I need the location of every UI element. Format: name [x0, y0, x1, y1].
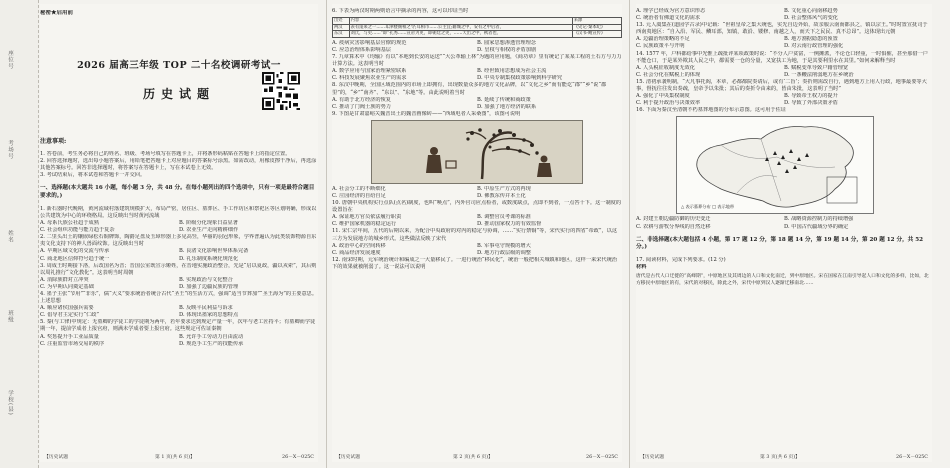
margin-label: 姓名: [7, 230, 13, 243]
option: A. 奖惩提升手工业品质量: [40, 333, 99, 340]
china-distribution-map: [676, 116, 874, 214]
option: A. 人头税征收制度无效化: [636, 64, 695, 71]
material-label: 材料: [636, 264, 647, 271]
option: D. 社会整体风气的变化: [784, 15, 838, 22]
footer-subject: 【历史试题: [336, 455, 360, 460]
option: C. 社会组织功能与能力趋于复杂: [40, 227, 115, 234]
table-cell: 内容: [349, 18, 572, 25]
option: D. 规范手工生产的技能传承: [179, 340, 244, 347]
footer-code: 26－X－025C: [896, 455, 928, 460]
option: C. 科技发展聚焦农业生产的需求: [332, 75, 407, 82]
option: C. 倡导君主定实行“仁政”: [40, 312, 100, 319]
table-cell: 出处: [333, 18, 350, 25]
question-stem: 7. 九章算术中《均输》有以“本地到长安的运送”“大公革输上林”为题的应用题，《商功章》里有统记了某某工程的土石方与力力计算方法。这表明当时: [332, 54, 622, 68]
question-stem: 2. 二里头出土的镶嵌绿松石铜牌饰，陶爵足盘及玉璋形器上多见高竖，华丽的羽冠形象，学界普遍认为此类装饰物源自东夷文化支持下的神人兽面纹饰。这反映出当时: [40, 234, 317, 248]
option: D. 皇权与相权的矛盾加剧: [477, 46, 537, 53]
option: B. 实现政治与文化整合: [179, 276, 233, 283]
page-footer: [636, 453, 932, 460]
source-table: [332, 17, 622, 38]
question-stem: 11. 宋仁宗年间，五代的后期以来，为配合中央政府的对内的稳定与协调，……“实行禁铜”等，宋代实行的四省“帝政”，以这三方为发展地方的城乡形式。这些做法反映了宋代: [332, 228, 618, 242]
option: C. 维护国家机器的稳定运行: [332, 221, 397, 228]
table-cell: 来源: [572, 18, 621, 25]
option: D. 体现出墨家的思想特点: [179, 312, 239, 319]
option: D. 礼乐制度系统化规范化: [179, 255, 239, 262]
qr-code: [262, 72, 300, 110]
option: B. 经世致用思想成为社会主流: [477, 68, 547, 75]
option: B. 文化重心向南移趋势: [784, 8, 838, 14]
question-stem: 12. 南宋时期，元军统治统计和编成之一大量移民了。一进行统治“移民化”，统治一般把相关城镇和地区，这样一来宋代统治下的效果就被削弱了。这一说法可以说明: [332, 256, 617, 270]
option: D. 地方行政层级的调整: [477, 249, 531, 256]
question-stem: 10. 唐朝中央机构实行点队(点名)制度，也叫“唤点”，内外官司应点检者，或数度缺点，点即不到者，一点答十下。这一制度的设置旨在: [332, 200, 622, 214]
option: A. 边疆治理策略的不足: [636, 36, 690, 43]
section-2-heading: 二、非选择题(本大题包括 4 小题，第 17 题 12 分，第 18 题 14 分，第 19 题 14 分，第 20 题 12 分，共 52 分。): [636, 236, 924, 250]
page-divider: [326, 0, 327, 468]
option: A. 早期区域文化的交流与传承: [40, 248, 110, 255]
option: C. 统治者有佛道文化的需求: [636, 15, 701, 22]
option: C. 商北地区信仰符号趋于统一: [40, 255, 110, 262]
question-stem: 9. 下图是甘肃嘉峪关魏晋出土的魏晋画像砖——“西域电者人采桑图”，该图可说明: [332, 110, 521, 117]
footer-subject: 【历史试题: [44, 455, 68, 460]
option: A. 政治中心的空间转移: [332, 242, 386, 249]
option: A. 保证地方官员依法履行职责: [332, 214, 402, 221]
margin-label: 座位号: [7, 50, 13, 70]
option: B. 调整官员考课的标准: [477, 214, 531, 221]
margin-label: 学校(县): [7, 390, 13, 416]
option: A. 顺应诸侯国强兵需要: [40, 305, 94, 312]
option: D. 加强了边疆民族的管理: [179, 283, 239, 290]
note-item: 1. 答卷前，考生务必将自己的姓名、班级、考场号填写在答题卡上，并将条形码粘贴在答题卡上的指定位置。: [40, 151, 291, 158]
option: D. 中国古代疆域分界的确定: [784, 223, 849, 230]
option: D. 佛教东传并本土化: [477, 193, 526, 199]
option: D. 农业生产走向精耕细作: [179, 227, 239, 234]
footer-page-number: 第 2 页(共 6 页)】: [453, 455, 493, 460]
table-cell: 两汉: [333, 24, 350, 31]
option: B. 反映平民利益与诉求: [179, 305, 233, 312]
option: A. 社会分工的不断细化: [332, 185, 386, 192]
footer-code: 26－X－025C: [586, 455, 618, 460]
option: A. 封建王朝边疆防御的历史变迁: [636, 216, 711, 223]
question-stem: 14. 1577 年，户科都给事中光惟上疏批评某项政策时说：“不分人户贫富，一例摊派，不论仓口轻重，一时俱催，甚至那借一户不能仓口，于是某外欺其人民之中，都需要一仓的分量，又宽扶工为地，于是其要利里水在其里。”如何来解释当时: [636, 50, 928, 64]
option: B. 中原生产方式的再现: [477, 185, 531, 192]
option: A. 数学应用与国家治理紧密联系: [332, 68, 407, 75]
page-divider: [629, 0, 630, 468]
map-legend: △ 表示墓葬分布 □ 表示地带: [681, 204, 735, 210]
binding-margin: [0, 0, 39, 468]
question-stem: 3. 周成王时期接下洛，后改国名为晋；晋国公室既宣示姬姓，在晋地实施政治整合，先是“启以夏政，疆以戎索”，其后则以周礼推行“文化教化”。这表明当时周朝: [40, 262, 317, 276]
option: D. 推动国家权力的有效监督: [477, 221, 542, 228]
option: C. 商品经济发展速度: [332, 249, 381, 256]
exam-title: 2026 届高三年级 TOP 二十名校调研考试一: [77, 60, 281, 72]
option: B. 地方割据隐患的预置: [784, 36, 838, 43]
option: C. 注重监管市场交易的秩序: [40, 340, 105, 347]
option: C. 民族政策平与开明: [636, 43, 685, 50]
question-stem: 15. 清初承袭明制，“大凡事托阁，本章，必都都院奏请后，或有‘二旨’；奏折则需改自行，遇到地方上用人行政，地事最要等大事，督抚往往发出奏疏，皇帝予以朱批；其后的奏折令由来的，皆由朱批，这表明了当时”: [636, 78, 927, 93]
option: C. 社会分化在赋税上的体现: [636, 71, 701, 78]
subject-title: 历史试题: [142, 87, 215, 102]
option: C. 庄园经济的自给自足: [332, 193, 386, 199]
option: B. 赋税变革导致户籍管理宽: [784, 64, 849, 71]
option: C. 应急治理体系影响基层: [332, 46, 391, 53]
option: C. 农耕与游牧分界线的自然迁移: [636, 223, 711, 230]
question-stem: 17. 阅读材料，完成下列要求。(12 分): [636, 257, 726, 263]
question-4: [40, 291, 318, 319]
option: A. 母系氏族公社趋于成熟: [40, 220, 99, 227]
table-cell: 刘氏，与吏……“即”孔秀……宣帝为吏，即朝廷之吏，……天出之中，秋者也、: [349, 31, 572, 38]
question-stem: 16. 下面为秦汉至清朝不朽墓葬地图的分布示意图。这可用于佐证: [636, 107, 786, 114]
footer-subject: 【历史试题: [640, 455, 664, 460]
option: D. 加强了地方经济的联系: [477, 103, 537, 110]
option: C. 为早期认同奠定基础: [40, 283, 94, 290]
table-cell: 《汉书·鲍宣传》: [572, 31, 621, 38]
section-1-heading: 一、选择题(本大题共 16 小题，每小题 3 分，共 48 分。在每小题列出的四个选项中，只有一项是最符合题目要求的。): [40, 185, 315, 199]
table-cell: 表有蓬莱之一……耳津楼阁相之令;耳相市……公主宜;籍城之中，安有之中后者，: [349, 24, 572, 31]
option: D. 导致了外部决策矛盾: [784, 100, 838, 107]
question-stem: 1. 新石器时代晚期，黄河流域村落建筑规模扩大，布局严密，居住区、墓葬区、手工作坊区和祭祀区等区划明确，形成以公共建筑为中心的环绕格局。这反映出当时黄河流域: [40, 205, 317, 219]
question-stem: 13. 元人虞集在(道园学古录)中记载：“世祖皇帝之集大统也，实先自边外始，故亲服云南而都县之，镇以宗王。”时时置宣抚司于西南夷地区：“自入沿、军民、鳞耳部，知镇，敢沿、镂修、南越之人，而天下之民民、真不总昂”。这体现出元朝: [636, 22, 928, 36]
option: B. 阶级分化现象日益显著: [179, 220, 238, 227]
footer-page-number: 第 3 页(共 6 页)】: [760, 455, 800, 460]
option: D. 中央专制集权政策影响到科学研究: [477, 75, 563, 82]
option: B. 战略资源控制力的持续增强: [784, 216, 854, 223]
mulberry-picking-brick-painting: [371, 120, 583, 184]
page-footer: [40, 453, 318, 460]
question-5: [40, 319, 318, 347]
option: B. 军事屯守规模的增大: [477, 242, 531, 249]
page-3: [636, 4, 932, 462]
option: B. 允许手工劳动力自由流动: [179, 333, 244, 340]
option: D. 一条鞭法削弱地方在乡统治: [784, 71, 854, 78]
option: B. 圆家思想渗透管理理念: [477, 39, 536, 46]
option: A. 强化了中央集权制度: [636, 93, 690, 100]
page-2: [332, 4, 622, 462]
question-3: [40, 263, 318, 291]
option: B. 导致帝王权力的提升: [784, 93, 838, 100]
page-1: [40, 4, 318, 462]
option: A. 理学已经成为官方意识形态: [636, 8, 706, 14]
notes-heading: 注意事项:: [40, 138, 67, 146]
option: C. 利于提升政治与决策效率: [636, 100, 701, 107]
note-item: 2. 回答选择题时，选出每小题答案后，用铅笔把答题卡上对应题目的答案标号涂黑。如需改动，用橡皮擦干净后，再选涂其他答案标号。回答非选择题时，将答案写在答题卡上，写在本试卷上无效。: [40, 158, 317, 172]
question-2: [40, 234, 318, 262]
option: C. 推动了门阀士族的势力: [332, 103, 391, 110]
material-text: 唐代是古代人口迁徙的“高峰期”，中原地区及其周边的人口和文化南迁，到中原地区。宋在国家在江南引导起人口和文化的多样，比如，北方移民中原地区的有，宋代的对移民，除此之外，宋代中原到汉人逐渐迁移南北……: [636, 274, 929, 286]
option: A. 疫病灾害影响基层官僚的规范: [332, 39, 407, 46]
page-footer: [332, 453, 622, 460]
note-item: 3. 考试结束后，将本试卷和答题卡一并交回。: [40, 172, 146, 179]
question-stem: 6. 下表为两汉时期两则语言中摘录的内容，这可以印证当时: [332, 8, 469, 14]
question-1: [40, 206, 318, 234]
option: B. 良渚文化影响世界体系完备: [179, 248, 249, 255]
margin-label: 考场号: [7, 140, 13, 160]
question-stem: 4. 墨子主张“节用”“非乐”，儒“大义”要求统治者统合古代“圣王”的生活方式，强调“适当节葬加”“圣王海为”的主要意思。上述思想: [40, 291, 318, 305]
question-stem: 5. 秦(与工律)中规定：无墓卿的学徒工的学徒期为两年，若年要求达到规定产量一年，次年与老工匠持平；有墓卿而学徒期一年，提前学成者上报官府，则满未学成者要上报官府。这些规定可佐证秦朝: [40, 319, 316, 333]
option: B. 延续了传统和商政策: [477, 96, 531, 103]
footer-code: 26－X－025C: [282, 455, 314, 460]
footer-page-number: 第 1 页(共 6 页)】: [155, 455, 195, 460]
secret-label: 秘密★启用前: [40, 10, 74, 16]
option: A. 消除族群对立冲突: [40, 276, 89, 283]
option: A. 有助于北方经济的恢复: [332, 96, 391, 103]
question-stem: 8. 东汉中晚期，全国区域范围内的市场上即拥有，出现数量众多的地方文化品牌，以“文化之乡”而有能讫“郡”“乡”说“郡里”的，“乡”“南齐”、“东以”、“东地”等。由此说明着当时: [332, 82, 607, 96]
margin-label: 班级: [7, 310, 13, 323]
table-cell: 东汉: [333, 31, 350, 38]
option: D. 对云南行政管理的强化: [784, 43, 844, 50]
table-cell: 《史记·秦本纪》: [572, 24, 621, 31]
